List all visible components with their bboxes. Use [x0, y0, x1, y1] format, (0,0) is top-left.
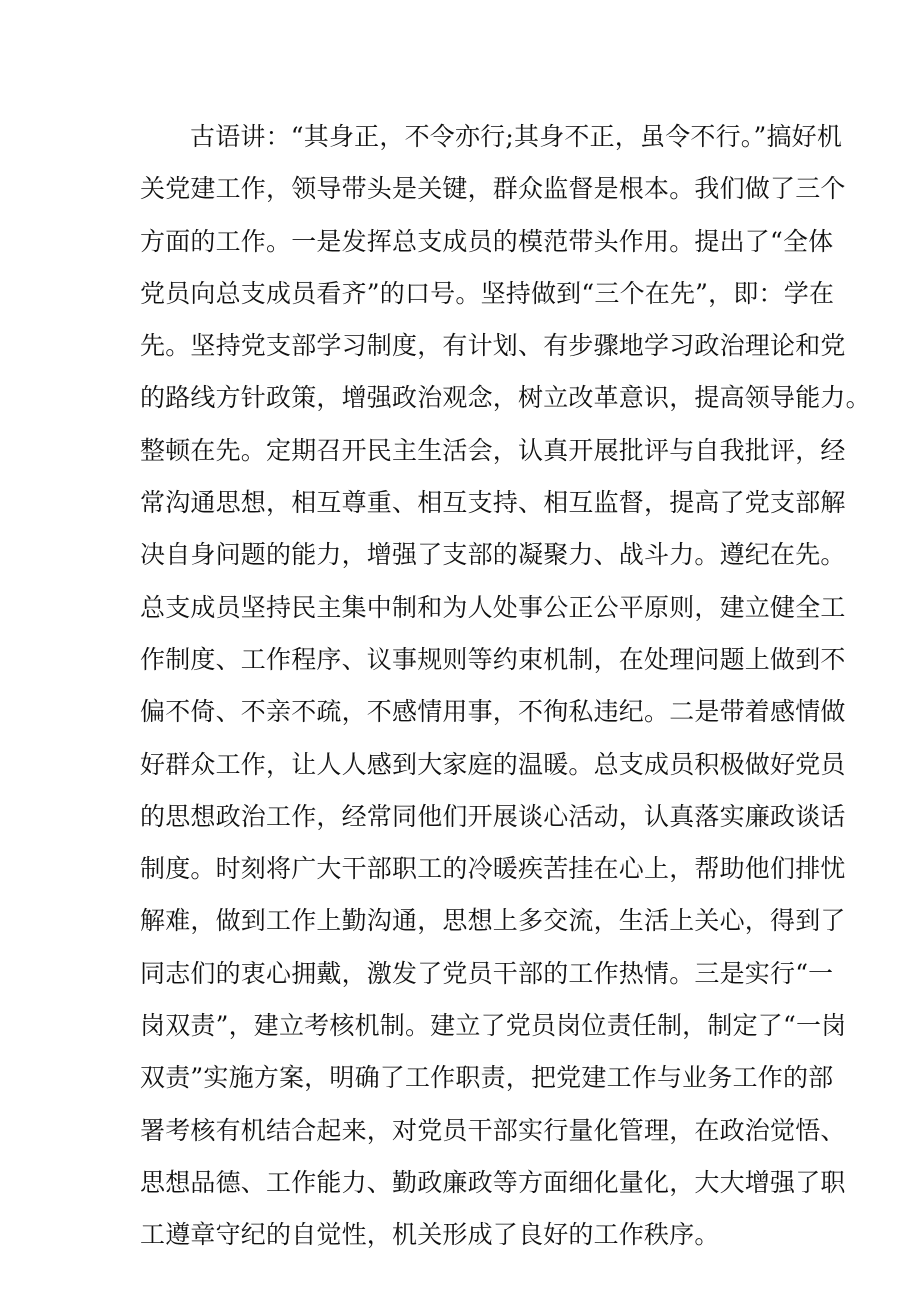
paragraph-line: 好群众工作，让人人感到大家庭的温暖。总支成员积极做好党员 — [140, 749, 846, 779]
paragraph-line: 岗双责”，建立考核机制。建立了党员岗位责任制，制定了“一岗 — [140, 1011, 847, 1041]
paragraph-line: 党员向总支成员看齐”的口号。坚持做到“三个在先”，即：学在 — [140, 278, 835, 308]
paragraph-line: 解难，做到工作上勤沟通，思想上多交流，生活上关心，得到了 — [140, 906, 846, 936]
paragraph-line: 方面的工作。一是发挥总支成员的模范带头作用。提出了“全体 — [140, 226, 834, 256]
paragraph-line: 先。坚持党支部学习制度，有计划、有步骤地学习政治理论和党 — [140, 331, 846, 361]
paragraph-line: 的路线方针政策，增强政治观念，树立改革意识，提高领导能力。 — [140, 383, 871, 413]
paragraph-line: 思想品德、工作能力、勤政廉政等方面细化量化，大大增强了职 — [140, 1167, 846, 1197]
paragraph-line: 关党建工作，领导带头是关键，群众监督是根本。我们做了三个 — [140, 174, 846, 204]
paragraph-line: 的思想政治工作，经常同他们开展谈心活动，认真落实廉政谈话 — [140, 801, 846, 831]
paragraph-line: 制度。时刻将广大干部职工的冷暖疾苦挂在心上，帮助他们排忧 — [140, 854, 846, 884]
paragraph-line: 同志们的衷心拥戴，激发了党员干部的工作热情。三是实行“一 — [140, 958, 834, 988]
body-paragraph — [140, 111, 871, 1262]
paragraph-line: 决自身问题的能力，增强了支部的凝聚力、战斗力。遵纪在先。 — [140, 540, 846, 570]
paragraph-line: 作制度、工作程序、议事规则等约束机制，在处理问题上做到不 — [140, 644, 846, 674]
paragraph-line: 双责”实施方案，明确了工作职责，把党建工作与业务工作的部 — [140, 1063, 834, 1093]
paragraph-line: 常沟通思想，相互尊重、相互支持、相互监督，提高了党支部解 — [140, 488, 846, 518]
paragraph-line: 署考核有机结合起来，对党员干部实行量化管理，在政治觉悟、 — [140, 1115, 846, 1145]
paragraph-line: 整顿在先。定期召开民主生活会，认真开展批评与自我批评，经 — [140, 435, 846, 465]
paragraph-line: 古语讲：“其身正，不令亦行;其身不正，虽令不行。”搞好机 — [190, 122, 843, 151]
paragraph-line: 总支成员坚持民主集中制和为人处事公正公平原则，建立健全工 — [140, 592, 846, 622]
paragraph-line: 偏不倚、不亲不疏，不感情用事，不徇私违纪。二是带着感情做 — [140, 697, 846, 727]
paragraph-line: 工遵章守纪的自觉性，机关形成了良好的工作秩序。 — [140, 1220, 720, 1250]
